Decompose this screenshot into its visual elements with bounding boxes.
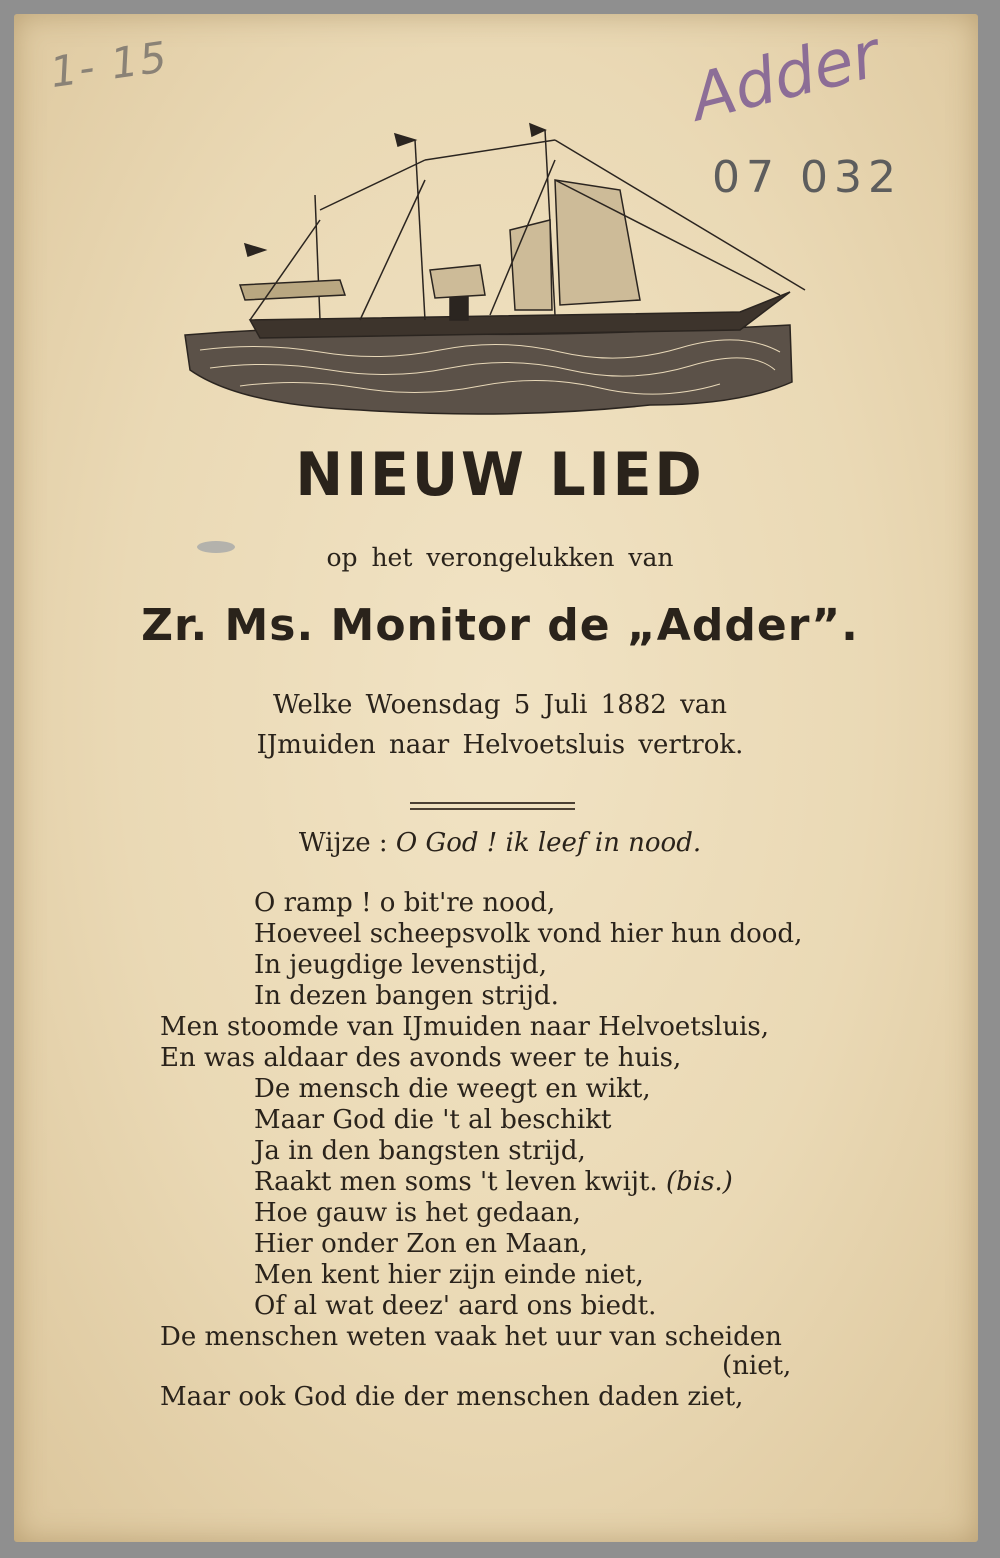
verse-line: Men kent hier zijn einde niet, xyxy=(254,1260,644,1290)
double-rule-divider xyxy=(410,802,575,810)
verse-line: Of al wat deez' aard ons biedt. xyxy=(254,1291,657,1321)
date-line-2: IJmuiden naar Helvoetsluis vertrok. xyxy=(256,730,744,760)
tune-label: Wijze : xyxy=(298,828,388,858)
song-title: NIEUW LIED xyxy=(295,440,705,510)
pencil-annotation: 1- 15 xyxy=(47,31,172,98)
verse-line: In dezen bangen strijd. xyxy=(254,981,559,1011)
verse-line: In jeugdige levenstijd, xyxy=(254,950,547,980)
ship-name: Zr. Ms. Monitor de „Adder”. xyxy=(141,600,859,651)
verse-line: Hier onder Zon en Maan, xyxy=(254,1229,588,1259)
verse-line: Hoe gauw is het gedaan, xyxy=(254,1198,581,1228)
verse-line: Men stoomde van IJmuiden naar Helvoetsluis, xyxy=(160,1012,770,1042)
verse-line: Maar ook God die der menschen daden ziet, xyxy=(160,1382,744,1412)
verse-line xyxy=(254,1167,733,1197)
verse-line: Maar God die 't al beschikt xyxy=(254,1105,612,1135)
steamship-illustration xyxy=(180,120,810,420)
repeat-mark: (bis.) xyxy=(665,1167,733,1197)
verse-line: Hoeveel scheepsvolk vond hier hun dood, xyxy=(254,919,803,949)
inventory-number: 07 032 xyxy=(712,152,902,203)
subtitle: op het verongelukken van xyxy=(326,543,674,572)
tune-melody: O God ! ik leef in nood. xyxy=(395,828,702,858)
verse-line: Ja in den bangsten strijd, xyxy=(254,1136,586,1166)
verse-line-continuation: (niet, xyxy=(722,1351,792,1381)
verse-line-text: Raakt men soms 't leven kwijt. xyxy=(254,1167,658,1197)
verse-line: De mensch die weegt en wikt, xyxy=(254,1074,651,1104)
date-line-1: Welke Woensdag 5 Juli 1882 van xyxy=(272,690,728,720)
verse-line: De menschen weten vaak het uur van scheiden xyxy=(160,1322,782,1352)
verse-line: En was aldaar des avonds weer te huis, xyxy=(160,1043,682,1073)
tune-line xyxy=(0,828,1000,858)
signature: Adder xyxy=(683,18,887,136)
verse-line: O ramp ! o bit're nood, xyxy=(254,888,556,918)
